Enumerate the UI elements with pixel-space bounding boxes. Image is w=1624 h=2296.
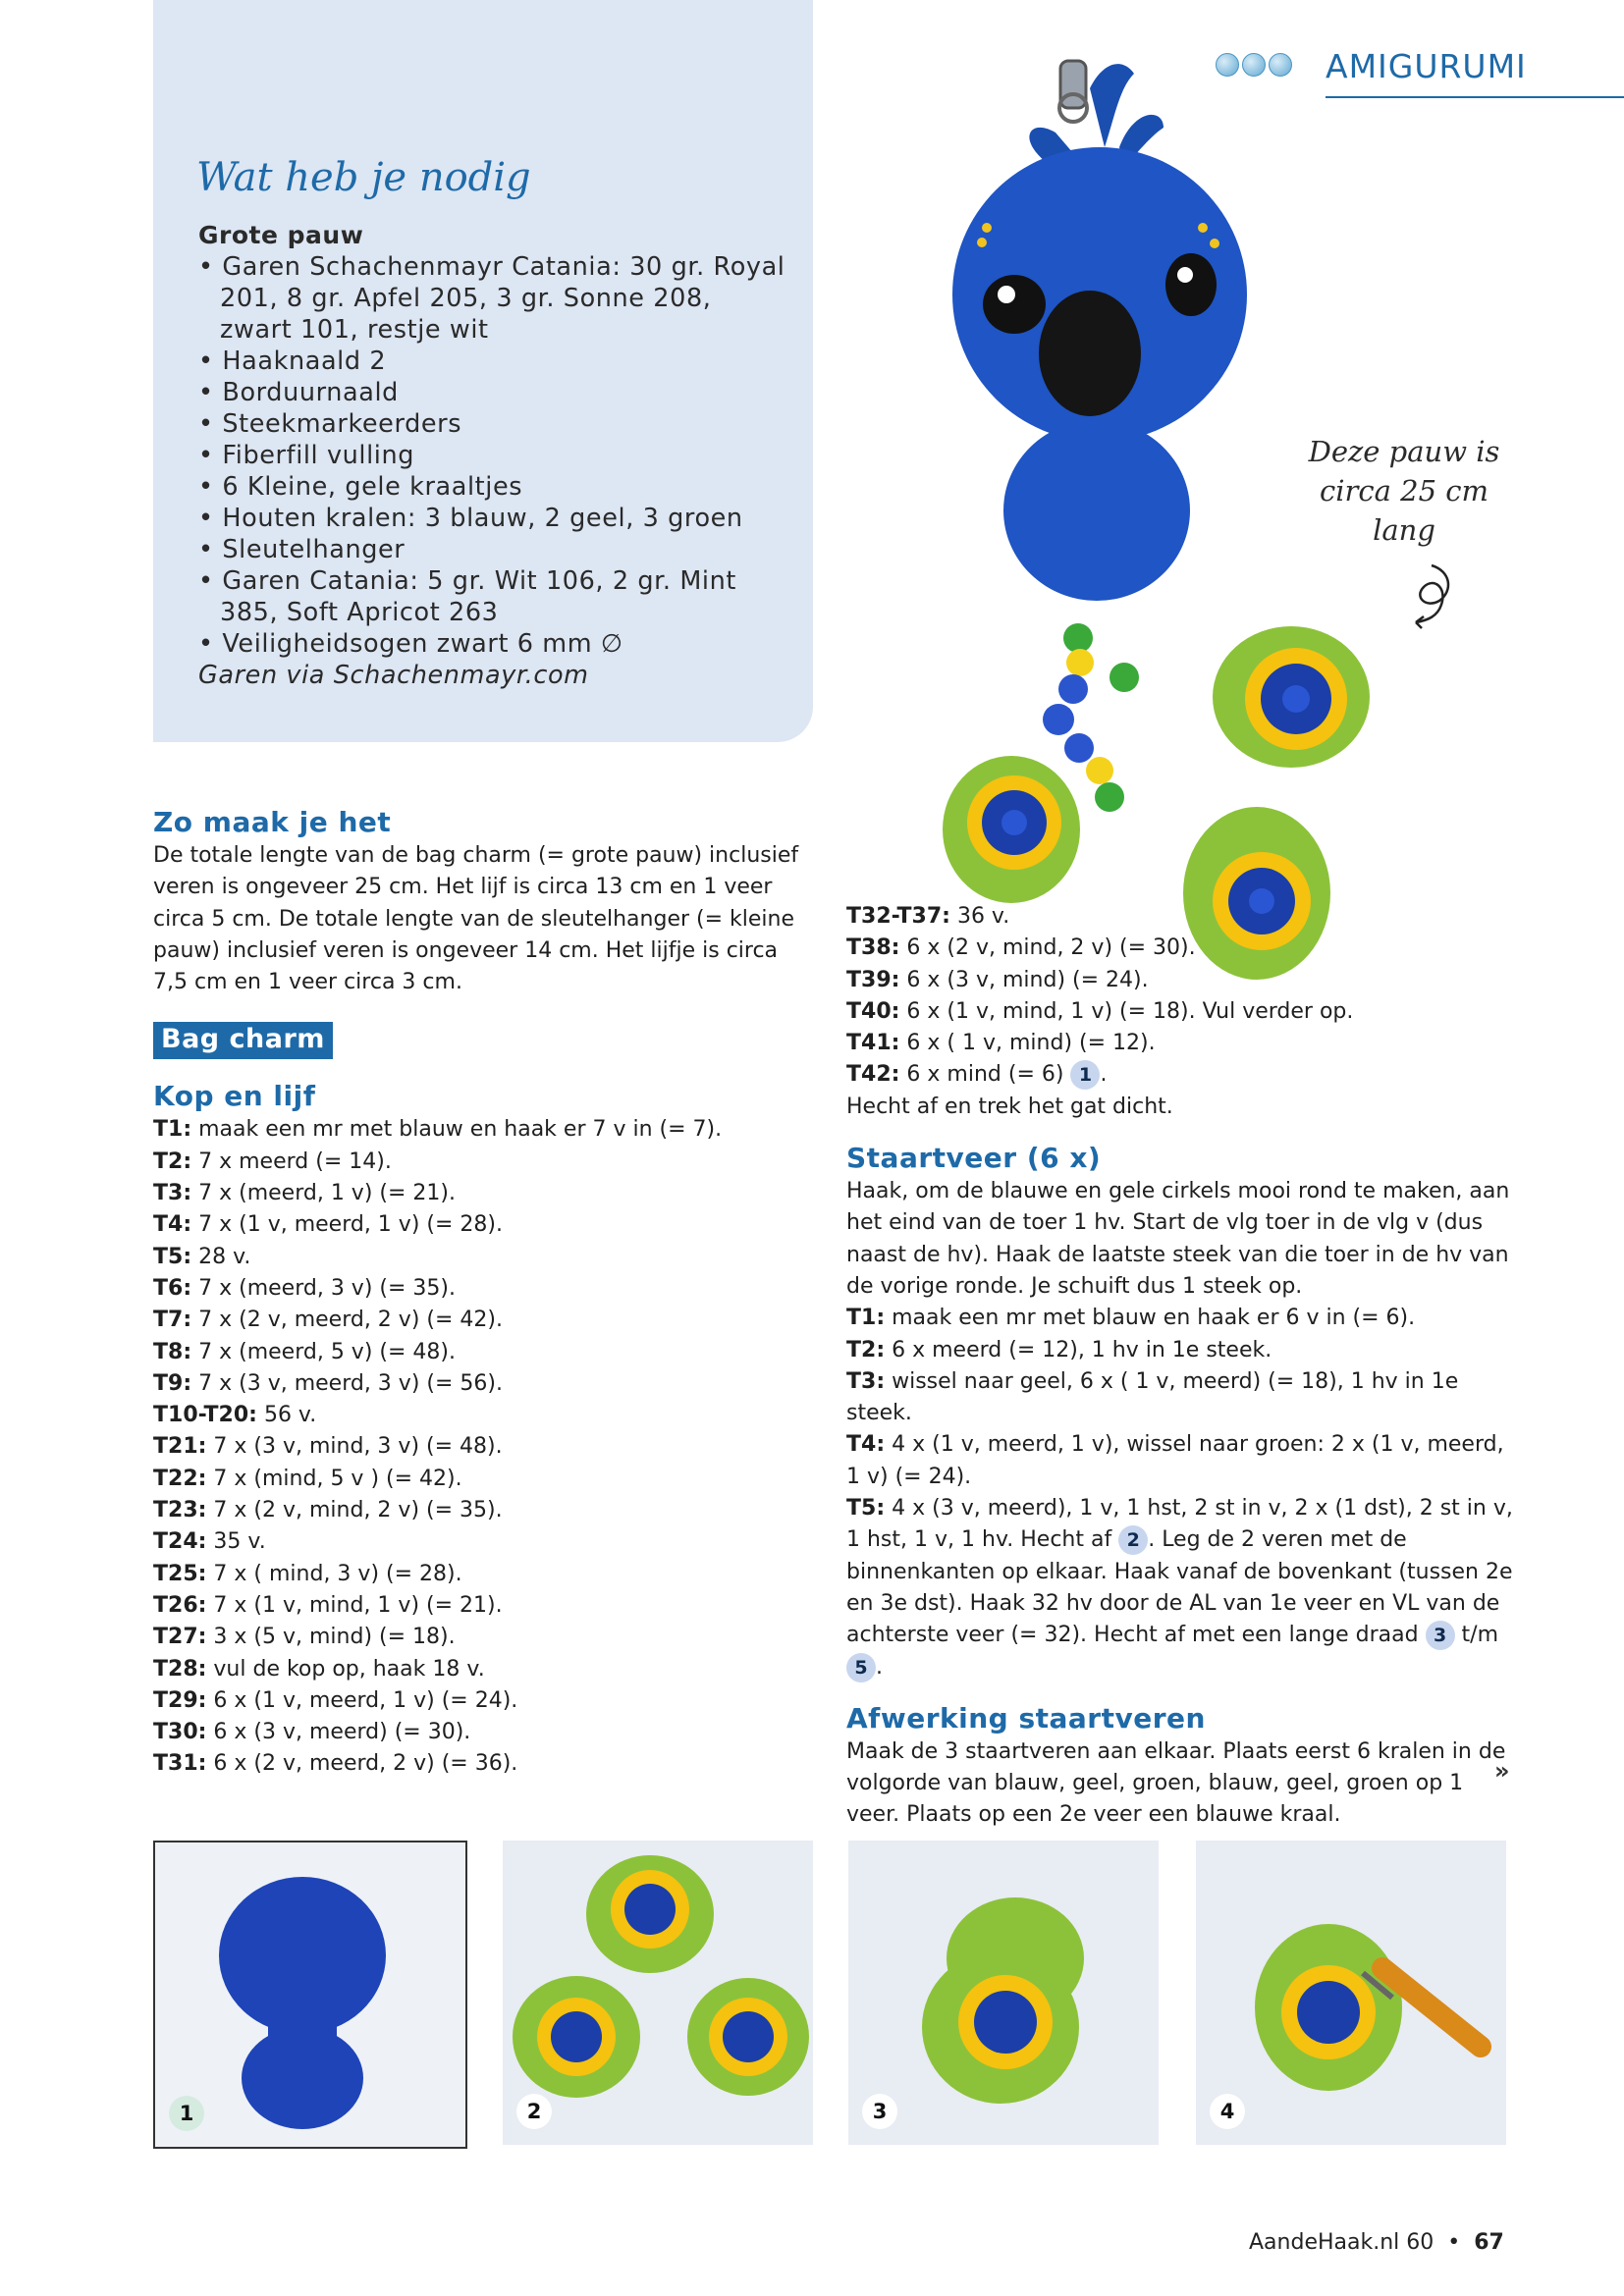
instruction-row (846, 965, 1514, 996)
intro-heading: Zo maak je het (153, 806, 392, 838)
row-label: T8: (153, 1339, 192, 1364)
row-label: T26: (153, 1592, 207, 1618)
footer-separator: • (1447, 2230, 1461, 2255)
kop-rows (153, 1114, 801, 1780)
row-label: T39: (846, 967, 900, 992)
step-photo-2 (503, 1841, 813, 2145)
row-text: 6 x (3 v, meerd) (= 30). (206, 1720, 471, 1745)
list-item: • 6 Kleine, gele kraaltjes (198, 471, 787, 503)
row-text: 7 x (mind, 5 v ) (= 42). (206, 1466, 462, 1491)
kop-rows-cont (846, 901, 1514, 1059)
instruction-row (846, 996, 1514, 1028)
instruction-row (153, 1178, 801, 1209)
list-item: • Veiligheidsogen zwart 6 mm ∅ (198, 628, 787, 660)
row-label: T40: (846, 998, 900, 1024)
row-label: T5: (846, 1496, 886, 1522)
step-badge: 5 (846, 1653, 876, 1682)
row-label: T6: (153, 1275, 192, 1301)
swirl-arrow-icon (1404, 561, 1463, 630)
list-item: • Sleutelhanger (198, 534, 787, 565)
left-column (153, 805, 801, 1781)
row-text: 6 x mind (= 6) (899, 1062, 1071, 1088)
staart-intro: Haak, om de blauwe en gele cirkels mooi rond te maken, aan het eind van de toer 1 hv. Start de vlg toer in de vlg v (dus naast de hv). Haak de laatste steek van die toer in de hv van de vorige ronde. Je schuift dus 1 steek op. (846, 1179, 1510, 1299)
instruction-row (846, 1303, 1514, 1334)
page-number: 67 (1474, 2230, 1504, 2255)
instruction-row (153, 1273, 801, 1305)
materials-title: Wat heb je nodig (196, 155, 531, 200)
row-label: T2: (153, 1148, 192, 1174)
materials-subtitle: Grote pauw (198, 221, 364, 249)
instruction-row (153, 1337, 801, 1368)
row-text: 7 x (1 v, meerd, 1 v) (= 28). (191, 1212, 503, 1238)
row-text: 28 v. (191, 1244, 251, 1269)
step-photo-4 (1196, 1841, 1506, 2145)
instruction-row (153, 1654, 801, 1685)
closing-text: Hecht af en trek het gat dicht. (846, 1094, 1173, 1119)
row-label: T1: (846, 1306, 886, 1331)
row-label: T21: (153, 1434, 207, 1460)
instruction-row (153, 1526, 801, 1558)
row-label: T42: (846, 1062, 900, 1088)
feather-2 (943, 756, 1080, 903)
instruction-row (153, 1748, 801, 1780)
list-item: • Houten kralen: 3 blauw, 2 geel, 3 groen (198, 503, 787, 534)
step-1-image (155, 1842, 465, 2147)
step-photo-3 (848, 1841, 1159, 2145)
instruction-row (153, 1590, 801, 1622)
row-text: 4 x (1 v, meerd, 1 v), wissel naar groen: 2 x (1 v, meerd, 1 v) (= 24). (846, 1432, 1504, 1489)
row-label: T23: (153, 1498, 207, 1523)
row-text: 6 x meerd (= 12), 1 hv in 1e steek. (885, 1337, 1272, 1362)
row-label: T28: (153, 1656, 207, 1682)
row-label: T41: (846, 1031, 900, 1056)
row-text: t/m (1454, 1623, 1499, 1648)
instruction-row (153, 1685, 801, 1717)
row-label: T27: (153, 1625, 207, 1650)
instruction-row (153, 1464, 801, 1495)
row-label: T25: (153, 1561, 207, 1586)
afwerking-heading: Afwerking staartveren (846, 1701, 1206, 1735)
continue-arrow-icon: » (1494, 1757, 1510, 1785)
list-item: • Fiberfill vulling (198, 440, 787, 471)
row-text: maak een mr met blauw en haak er 6 v in (= 6). (885, 1306, 1416, 1331)
materials-items (198, 251, 787, 660)
row-text: 7 x (3 v, mind, 3 v) (= 48). (206, 1434, 503, 1460)
row-label: T9: (153, 1370, 192, 1396)
step-4-image (1196, 1841, 1506, 2145)
row-label: T10-T20: (153, 1403, 257, 1428)
row-text: 7 x meerd (= 14). (191, 1148, 392, 1174)
row-text: wissel naar geel, 6 x ( 1 v, meerd) (= 18), 1 hv in 1e steek. (846, 1368, 1459, 1426)
row-text: maak een mr met blauw en haak er 7 v in (= 7). (191, 1117, 723, 1143)
row-text: 7 x (2 v, meerd, 2 v) (= 42). (191, 1308, 503, 1333)
row-text: 36 v. (949, 904, 1010, 929)
instruction-row (153, 1305, 801, 1336)
row-text: 6 x (1 v, mind, 1 v) (= 18). Vul verder op. (899, 998, 1354, 1024)
row-text: 7 x (meerd, 5 v) (= 48). (191, 1339, 456, 1364)
keyring-icon (1059, 61, 1087, 122)
materials-list (198, 220, 787, 691)
row-label: T32-T37: (846, 904, 950, 929)
row-text: 7 x (3 v, meerd, 3 v) (= 56). (191, 1370, 503, 1396)
materials-note: Garen via Schachenmayr.com (198, 661, 589, 690)
step-badge: 1 (1070, 1060, 1100, 1090)
list-item: • Garen Schachenmayr Catania: 30 gr. Royal 201, 8 gr. Apfel 205, 3 gr. Sonne 208, zwart 101, restje wit (198, 251, 787, 346)
step-3-image (848, 1841, 1159, 2145)
section-label: Bag charm (153, 1022, 333, 1059)
row-text: 6 x (2 v, meerd, 2 v) (= 36). (206, 1751, 518, 1777)
photo-caption: Deze pauw is circa 25 cm lang (1308, 435, 1500, 547)
instruction-row (153, 1147, 801, 1178)
row-label: T3: (153, 1181, 192, 1206)
row-text: 7 x (1 v, mind, 1 v) (= 21). (206, 1592, 503, 1618)
instruction-row (153, 1368, 801, 1400)
step-2-image (503, 1841, 813, 2145)
instruction-row (153, 1559, 801, 1590)
category-label: AMIGURUMI (1326, 47, 1527, 85)
row-label: T24: (153, 1529, 207, 1555)
instruction-row (846, 933, 1514, 964)
eye-right (1165, 253, 1217, 316)
page-footer (1249, 2230, 1504, 2255)
instruction-row (153, 1242, 801, 1273)
step-number: 3 (862, 2094, 897, 2129)
step-number: 2 (516, 2094, 552, 2129)
step-badge: 3 (1426, 1621, 1455, 1650)
instruction-row (846, 1028, 1514, 1059)
row-text: . (876, 1654, 883, 1680)
row-text: . Leg de 2 veren met de binnenkanten op elkaar. Haak vanaf de bovenkant (tussen 2e en 3e dst). Haak 32 hv door de AL van 1e veer en VL van de achterste veer (= 32). Hecht af met een lange draad (846, 1527, 1513, 1648)
instruction-row (153, 1717, 801, 1748)
intro-text: De totale lengte van de bag charm (= grote pauw) inclusief veren is ongeveer 25 cm. Het lijf is circa 13 cm en 1 veer circa 5 cm. De totale lengte van de sleutelhanger (= kleine pauw) inclusief veren is ongeveer 14 cm. Het lijfje is circa 7,5 cm en 1 veer circa 3 cm. (153, 843, 799, 995)
row-label: T7: (153, 1308, 192, 1333)
row-label: T38: (846, 935, 900, 961)
row-text: 6 x (1 v, meerd, 1 v) (= 24). (206, 1687, 518, 1713)
list-item: • Borduurnaald (198, 377, 787, 408)
eye-left (983, 275, 1046, 334)
staart-heading: Staartveer (6 x) (846, 1142, 1102, 1175)
row-text: 6 x (2 v, mind, 2 v) (= 30). (899, 935, 1196, 961)
kop-heading: Kop en lijf (153, 1080, 316, 1113)
instruction-row (846, 1366, 1514, 1430)
row-label: T1: (153, 1117, 192, 1143)
instruction-row (153, 1209, 801, 1241)
instruction-row (846, 901, 1514, 933)
afwerking-text: Maak de 3 staartveren aan elkaar. Plaats eerst 6 kralen in de volgorde van blauw, geel, groen, blauw, geel, groen op 1 veer. Plaats op een 2e veer een blauwe kraal. (846, 1738, 1506, 1828)
row-label: T3: (846, 1368, 886, 1394)
row-label: T2: (846, 1337, 886, 1362)
right-column (846, 901, 1514, 1832)
feather-1 (1213, 626, 1370, 768)
row-text: 7 x (meerd, 3 v) (= 35). (191, 1275, 456, 1301)
step-number: 1 (169, 2096, 204, 2131)
row-text: 7 x (meerd, 1 v) (= 21). (191, 1181, 456, 1206)
row-text: 6 x (3 v, mind) (= 24). (899, 967, 1149, 992)
row-label: T4: (153, 1212, 192, 1238)
list-item: • Steekmarkeerders (198, 408, 787, 440)
row-text: vul de kop op, haak 18 v. (206, 1656, 485, 1682)
row-text: 6 x ( 1 v, mind) (= 12). (899, 1031, 1156, 1056)
row-label: T30: (153, 1720, 207, 1745)
instruction-row (153, 1400, 801, 1431)
instruction-row (153, 1114, 801, 1146)
staart-rows (846, 1303, 1514, 1493)
list-item: • Garen Catania: 5 gr. Wit 106, 2 gr. Mint 385, Soft Apricot 263 (198, 565, 787, 628)
row-text: 7 x (2 v, mind, 2 v) (= 35). (206, 1498, 503, 1523)
list-item: • Haaknaald 2 (198, 346, 787, 377)
row-label: T22: (153, 1466, 207, 1491)
row-text: 7 x ( mind, 3 v) (= 28). (206, 1561, 462, 1586)
row-text: 35 v. (206, 1529, 266, 1555)
step-number: 4 (1210, 2094, 1245, 2129)
instruction-row (846, 1429, 1514, 1493)
instruction-row (153, 1431, 801, 1463)
row-label: T4: (846, 1432, 886, 1458)
step-photo-1 (153, 1841, 467, 2149)
instruction-row (153, 1622, 801, 1653)
magazine-name: AandeHaak.nl 60 (1249, 2230, 1435, 2255)
row-text: 3 x (5 v, mind) (= 18). (206, 1625, 456, 1650)
instruction-row (846, 1335, 1514, 1366)
row-label: T5: (153, 1244, 192, 1269)
row-label: T29: (153, 1687, 207, 1713)
row-label: T31: (153, 1751, 207, 1777)
row-t42: T42: 6 x mind (= 6) 1 . (846, 1059, 1514, 1091)
row-t5 (846, 1493, 1514, 1683)
step-badge: 2 (1118, 1525, 1148, 1555)
instruction-row (153, 1495, 801, 1526)
row-text: 4 x (3 v, meerd), 1 v, 1 hst, 2 st in v, 2 x (1 dst), 2 st in v, 1 hst, 1 v, 1 hv. Hecht af (846, 1496, 1513, 1553)
row-text: 56 v. (256, 1403, 317, 1428)
